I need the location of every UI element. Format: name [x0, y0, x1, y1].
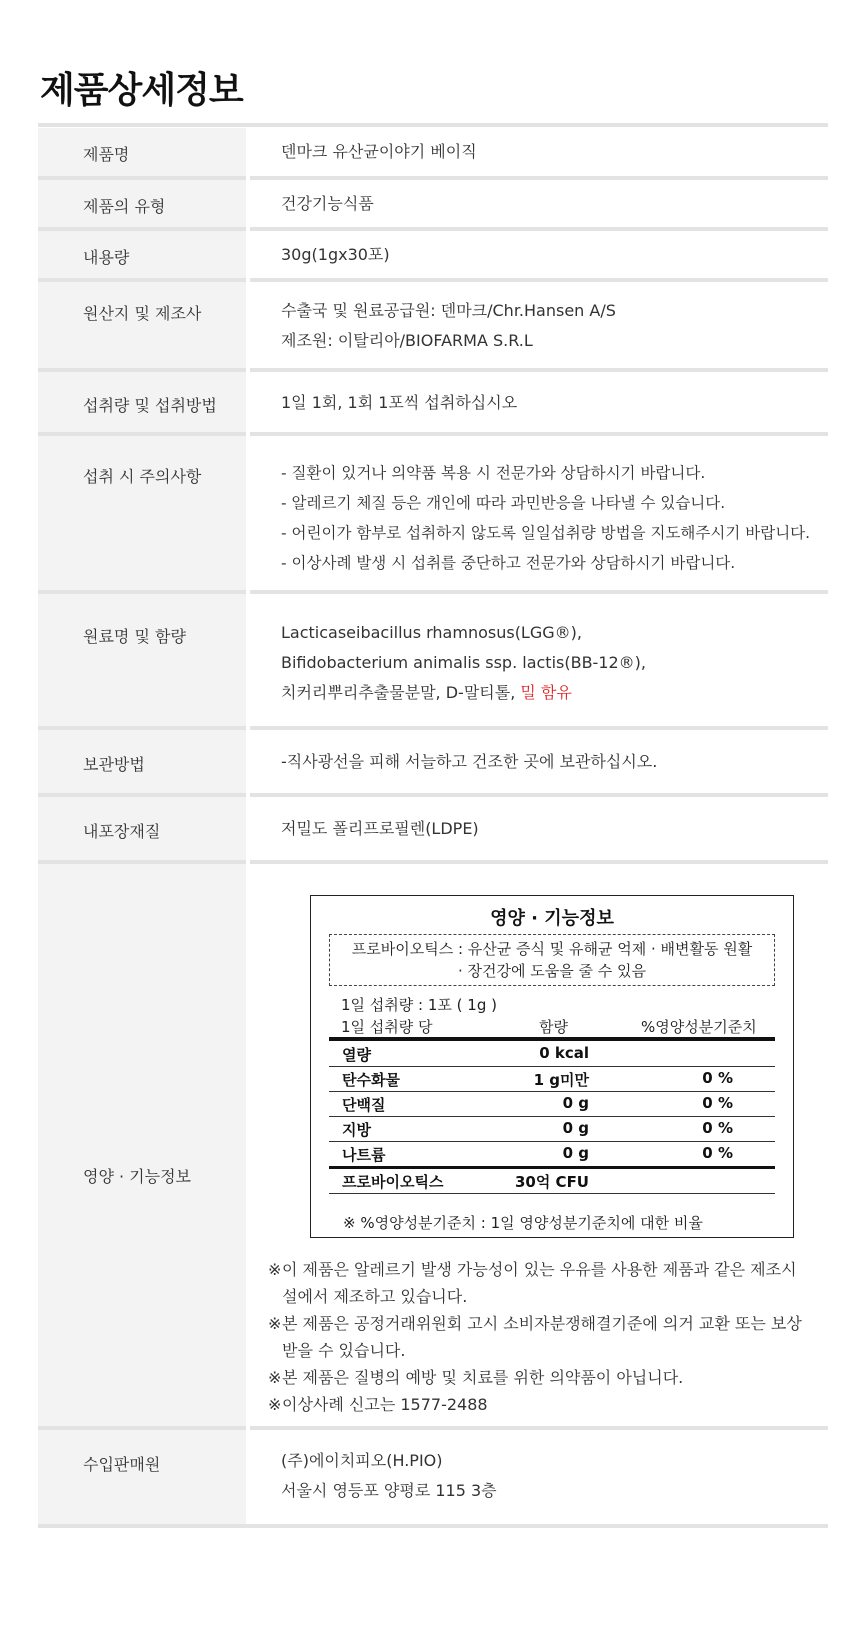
product-type-value: 건강기능식품 — [281, 194, 374, 213]
serving-size: 1일 섭취량 : 1포 ( 1g ) — [341, 996, 497, 1014]
intake-label: 섭취량 및 섭취방법 — [83, 396, 217, 415]
header-daily-value: %영양성분기준치 — [641, 1018, 757, 1036]
origin-label: 원산지 및 제조사 — [83, 304, 202, 323]
importer-label: 수입판매원 — [83, 1455, 161, 1474]
storage-label: 보관방법 — [83, 755, 145, 774]
table-row: 탄수화물 1 g미만 0 % — [342, 1069, 733, 1089]
row-capacity — [38, 231, 828, 278]
nutrition-facts-box — [310, 895, 794, 1238]
probiotics-claim: 프로바이오틱스 : 유산균 증식 및 유해균 억제 · 배변활동 원활 · 장건강에 도움을 줄 수 있음 — [329, 934, 775, 986]
table-row: 지방 0 g 0 % — [342, 1119, 733, 1139]
row-importer — [38, 1430, 828, 1524]
capacity-label: 내용량 — [83, 248, 130, 267]
product-name-label: 제품명 — [83, 145, 130, 164]
list-item: ※ 본 제품은 질병의 예방 및 치료를 위한 의약품이 아닙니다. — [268, 1368, 684, 1387]
table-bottom-border — [38, 1524, 828, 1528]
nutrition-box-title: 영양 · 기능정보 — [490, 908, 614, 929]
storage-value: -직사광선을 피해 서늘하고 건조한 곳에 보관하십시오. — [281, 752, 658, 771]
row-packaging — [38, 797, 828, 860]
ingredients-label: 원료명 및 함량 — [83, 627, 186, 646]
header-amount: 함량 — [539, 1018, 568, 1036]
table-row: 나트륨 0 g 0 % — [342, 1144, 733, 1164]
packaging-value: 저밀도 폴리프로필렌(LDPE) — [281, 819, 479, 838]
table-row: 열량 0 kcal — [342, 1044, 589, 1064]
row-cautions — [38, 436, 828, 590]
row-ingredients — [38, 594, 828, 726]
list-item: ※ 이 제품은 알레르기 발생 가능성이 있는 우유를 사용한 제품과 같은 제조시설에서 제조하고 있습니다. — [268, 1260, 797, 1306]
list-item: ※ 이상사례 신고는 1577-2488 — [268, 1395, 488, 1414]
nutrition-notes — [268, 1256, 808, 1418]
packaging-label: 내포장재질 — [83, 822, 161, 841]
cautions-label: 섭취 시 주의사항 — [83, 467, 202, 486]
list-item: ※ 본 제품은 공정거래위원회 고시 소비자분쟁해결기준에 의거 교환 또는 보상받을 수 있습니다. — [268, 1314, 802, 1360]
intake-value: 1일 1회, 1회 1포씩 섭취하십시오 — [281, 393, 518, 412]
row-storage — [38, 730, 828, 793]
page-title: 제품상세정보 — [40, 70, 243, 111]
row-intake — [38, 372, 828, 432]
nutrition-label: 영양 · 기능정보 — [83, 1167, 191, 1186]
product-name-value: 덴마크 유산균이야기 베이직 — [281, 142, 477, 161]
product-type-label: 제품의 유형 — [83, 197, 166, 216]
origin-value: 수출국 및 원료공급원: 덴마크/Chr.Hansen A/S 제조원: 이탈리아/BIOFARMA S.R.L — [281, 301, 616, 350]
daily-value-footnote: ※ %영양성분기준치 : 1일 영양성분기준치에 대한 비율 — [343, 1214, 703, 1232]
table-top-border — [38, 123, 828, 127]
allergen-warning: 밀 함유 — [520, 683, 572, 702]
table-row: 단백질 0 g 0 % — [342, 1094, 733, 1114]
capacity-value: 30g(1gx30포) — [281, 245, 390, 264]
cautions-value: - 질환이 있거나 의약품 복용 시 전문가와 상담하시기 바랍니다. - 알레르기 체질 등은 개인에 따라 과민반응을 나타낼 수 있습니다. - 어린이가 함부로 섭취하지 않도록 일일섭취량 방법을 지도해주시기 바랍니다. - 이상사례 발생 시 섭취를 중단하고 전문가와 상담하시기 바랍니다. — [281, 464, 811, 572]
importer-value: (주)에이치피오(H.PIO) 서울시 영등포 양평로 115 3층 — [281, 1451, 497, 1500]
row-product-name — [38, 128, 828, 176]
header-per-serving: 1일 섭취량 당 — [341, 1018, 433, 1036]
ingredients-value: Lacticaseibacillus rhamnosus(LGG®), Bifidobacterium animalis ssp. lactis(BB-12®), 치커리뿌리추출물분말, D-말티톨, 밀 함유 — [281, 623, 647, 702]
row-nutrition — [38, 864, 828, 1426]
probiotics-row: 프로바이오틱스 30억 CFU — [342, 1173, 589, 1191]
row-product-type — [38, 180, 828, 227]
row-origin — [38, 282, 828, 368]
